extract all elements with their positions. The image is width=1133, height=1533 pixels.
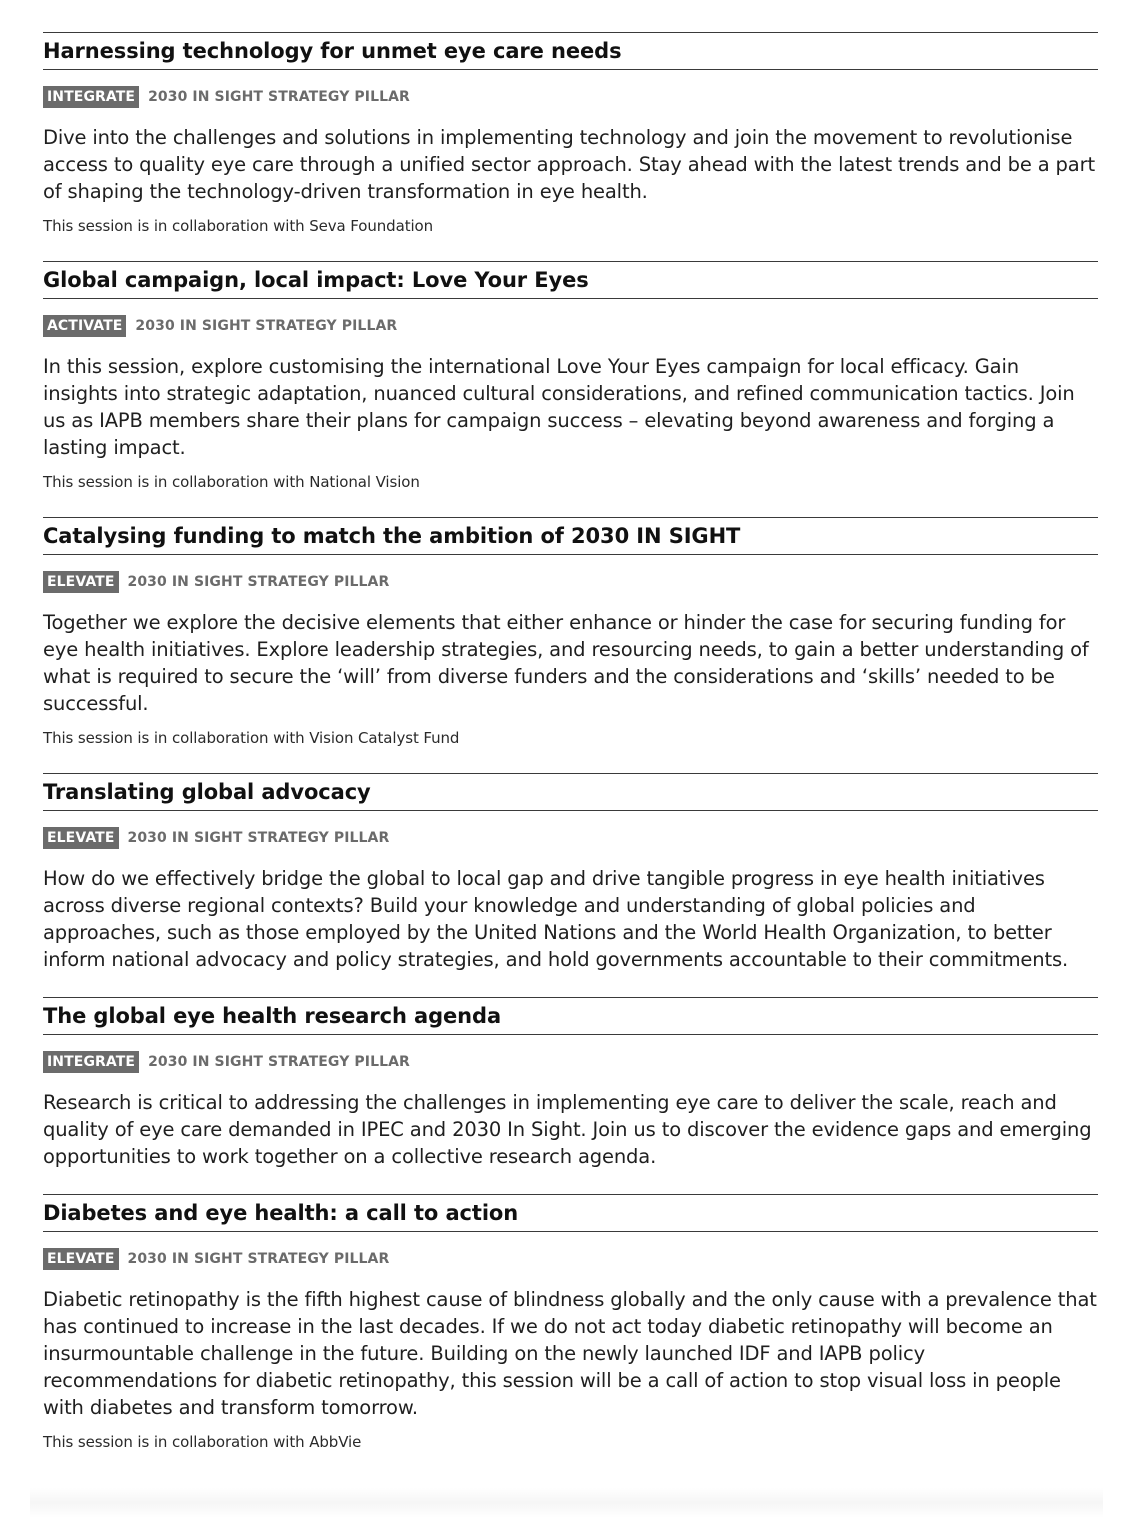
session-collaboration: This session is in collaboration with National Vision — [43, 473, 420, 491]
pillar-row — [43, 1051, 1098, 1073]
session-title: Harnessing technology for unmet eye care needs — [43, 32, 1098, 70]
session-description: In this session, explore customising the international Love Your Eyes campaign for local efficacy. Gain insights into strategic adaptation, nuanced cultural considerations, and refined communication tactics. Join us as IAPB members share their plans for campaign success – elevating beyond awareness and forging a lasting impact. — [43, 355, 1075, 459]
session-title: Global campaign, local impact: Love Your Eyes — [43, 261, 1098, 299]
session-description: Research is critical to addressing the challenges in implementing eye care to deliver the scale, reach and quality of eye care demanded in IPEC and 2030 In Sight. Join us to discover the evidence gaps and emerging opportunities to work together on a collective research agenda. — [43, 1091, 1092, 1168]
session-title: Catalysing funding to match the ambition of 2030 IN SIGHT — [43, 517, 1098, 555]
session-card — [43, 997, 1098, 1170]
session-title: The global eye health research agenda — [43, 997, 1098, 1035]
bottom-shadow — [30, 1488, 1103, 1518]
session-description: Dive into the challenges and solutions in implementing technology and join the movement to revolutionise access to quality eye care through a unified sector approach. Stay ahead with the latest trends and be a part of shaping the technology-driven transformation in eye health. — [43, 126, 1095, 203]
pillar-label: 2030 IN SIGHT STRATEGY PILLAR — [135, 318, 398, 334]
session-collaboration: This session is in collaboration with Seva Foundation — [43, 217, 434, 235]
session-card — [43, 517, 1098, 749]
pillar-badge: INTEGRATE — [43, 86, 139, 108]
pillar-label: 2030 IN SIGHT STRATEGY PILLAR — [148, 1054, 410, 1070]
pillar-label: 2030 IN SIGHT STRATEGY PILLAR — [127, 830, 390, 846]
session-card — [43, 32, 1098, 237]
pillar-badge: ELEVATE — [43, 827, 119, 849]
session-list — [43, 32, 1098, 1453]
pillar-label: 2030 IN SIGHT STRATEGY PILLAR — [127, 1251, 390, 1267]
pillar-row — [43, 1248, 1098, 1270]
pillar-row — [43, 86, 1098, 108]
pillar-row — [43, 571, 1098, 593]
pillar-badge: ELEVATE — [43, 571, 119, 593]
pillar-label: 2030 IN SIGHT STRATEGY PILLAR — [127, 574, 390, 590]
session-description: How do we effectively bridge the global to local gap and drive tangible progress in eye health initiatives across diverse regional contexts? Build your knowledge and understanding of global policies and approaches, such as those employed by the United Nations and the World Health Organization, to better inform national advocacy and policy strategies, and hold governments accountable to their commitments. — [43, 867, 1069, 971]
session-collaboration: This session is in collaboration with AbbVie — [43, 1433, 362, 1451]
pillar-badge: ACTIVATE — [43, 315, 126, 337]
session-description: Diabetic retinopathy is the fifth highest cause of blindness globally and the only cause with a prevalence that has continued to increase in the last decades. If we do not act today diabetic retinopathy will become an insurmountable challenge in the future. Building on the newly launched IDF and IAPB policy recommendations for diabetic retinopathy, this session will be a call of action to stop visual loss in people with diabetes and transform tomorrow. — [43, 1288, 1097, 1419]
pillar-label: 2030 IN SIGHT STRATEGY PILLAR — [148, 89, 410, 105]
pillar-badge: INTEGRATE — [43, 1051, 139, 1073]
session-card — [43, 1194, 1098, 1453]
session-description: Together we explore the decisive elements that either enhance or hinder the case for securing funding for eye health initiatives. Explore leadership strategies, and resourcing needs, to gain a better understanding of what is required to secure the ‘will’ from diverse funders and the considerations and ‘skills’ needed to be successful. — [43, 611, 1089, 715]
pillar-row — [43, 827, 1098, 849]
session-title: Diabetes and eye health: a call to action — [43, 1194, 1098, 1232]
pillar-badge: ELEVATE — [43, 1248, 119, 1270]
pillar-row — [43, 315, 1098, 337]
session-title: Translating global advocacy — [43, 773, 1098, 811]
session-collaboration: This session is in collaboration with Vision Catalyst Fund — [43, 729, 460, 747]
session-card — [43, 261, 1098, 493]
session-card — [43, 773, 1098, 973]
